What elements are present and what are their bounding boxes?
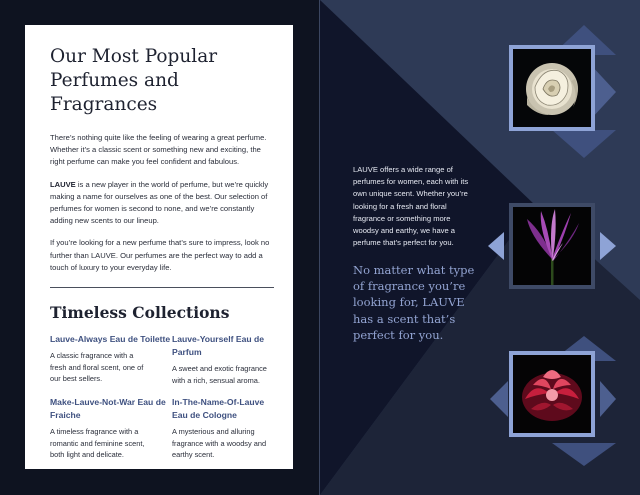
collection-description: A mysterious and alluring fragrance with a woodsy and earthy scent. [172, 427, 267, 460]
collection-name: Lauve-Yourself Eau de Parfum [172, 334, 265, 358]
content-card [25, 25, 293, 469]
right-body-text: LAUVE offers a wide range of perfumes for women, each with its own unique scent. Whether you’re looking for a fresh and floral fragrance or something more woodsy and earthy, we have a perfume that’s perfect for you. [353, 165, 469, 248]
collection-name: In-The-Name-Of-Lauve Eau de Cologne [172, 397, 265, 421]
collection-name: Make-Lauve-Not-War Eau de Fraiche [50, 397, 166, 421]
collection-item [172, 396, 272, 461]
brand-paragraph [50, 179, 272, 228]
collection-item [172, 333, 272, 386]
page-title: Our Most Popular Perfumes and Fragrances [50, 46, 218, 115]
collection-item [50, 396, 172, 461]
page-fold-divider [319, 0, 320, 495]
section-divider [50, 287, 274, 288]
closing-paragraph: If you’re looking for a new perfume that’s sure to impress, look no further than LAUVE. Our perfumes are the perfect way to add a touch of luxury to your everyday life. [50, 238, 270, 272]
collections-heading: Timeless Collections [50, 303, 230, 323]
intro-paragraph: There’s nothing quite like the feeling of wearing a great perfume. Whether it’s a classic scent or something new and exciting, the right perfume can make you feel confident and fabulous. [50, 133, 267, 167]
pull-quote: No matter what type of fragrance you’re looking for, LAUVE has a scent that’s perfect for you. [353, 263, 475, 342]
brand-name: LAUVE [50, 179, 76, 189]
collection-description: A timeless fragrance with a romantic and feminine scent, both light and delicate. [50, 427, 145, 460]
white-rose-photo [509, 45, 595, 131]
collection-name: Lauve-Always Eau de Toilette [50, 334, 171, 345]
collection-description: A classic fragrance with a fresh and floral scent, one of our best sellers. [50, 351, 144, 384]
collections-grid [50, 333, 269, 461]
red-succulent-photo [509, 351, 595, 437]
collection-item [50, 333, 172, 386]
brand-paragraph-text: is a new player in the world of perfume, but we’re quickly making a name for ourselves as one of the best. Our selection of perfumes for women is second to none, and we’re constantly adding new scents to our lineup. [50, 179, 269, 226]
collection-description: A sweet and exotic fragrance with a rich, sensual aroma. [172, 364, 267, 385]
purple-daisy-photo [509, 203, 595, 289]
